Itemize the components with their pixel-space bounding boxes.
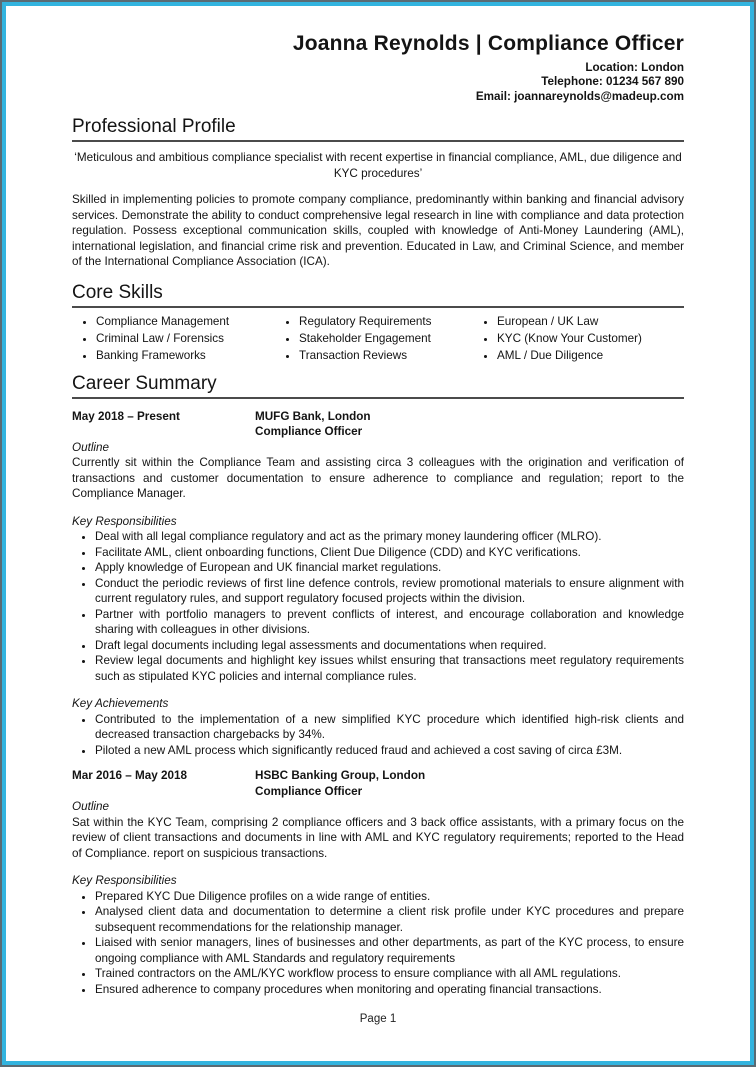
job-dates: Mar 2016 – May 2018 (72, 769, 188, 783)
section-title-core-skills: Core Skills (72, 282, 684, 308)
responsibility-item: • Facilitate AML, client onboarding functions, Client Due Diligence (CDD) and KYC verifications. (95, 545, 684, 561)
responsibility-item: • Conduct the periodic reviews of first line defence controls, review promotional materials to ensure alignment with current regulatory rules, and support regulatory focused projects within the division. (95, 576, 684, 607)
contact-telephone: Telephone: 01234 567 890 (541, 75, 684, 89)
profile-quote: ‘Meticulous and ambitious compliance specialist with recent expertise in financial compliance, AML, due diligence and KYC procedures’ (74, 151, 682, 180)
section-title-career-summary: Career Summary (72, 373, 684, 399)
job-outline: Currently sit within the Compliance Team and assisting circa 3 colleagues with the origination and verification of transactions and customer documentation to ensure adherence to compliance and regulation; report to the Compliance Manager. (72, 456, 684, 501)
responsibilities-label: Key Responsibilities (72, 514, 177, 528)
responsibility-item: • Prepared KYC Due Diligence profiles on a wide range of entities. (95, 889, 684, 905)
achievement-item: • Contributed to the implementation of a new simplified KYC procedure which identified high-risk clients and decreased transaction chargebacks by 34%. (95, 712, 684, 743)
skill-item: • Criminal Law / Forensics (96, 330, 275, 347)
responsibility-item: • Review legal documents and highlight key issues whilst ensuring that transactions meet regulatory requirements such as stipulated KYC policies and internal compliance rules. (95, 653, 684, 684)
job-dates: May 2018 – Present (72, 409, 180, 423)
skill-item: • Compliance Management (96, 313, 275, 330)
achievements-label: Key Achievements (72, 697, 169, 711)
skill-item: • Transaction Reviews (299, 347, 473, 364)
skill-item: • AML / Due Diligence (497, 347, 684, 364)
responsibility-item: • Partner with portfolio managers to prevent conflicts of interest, and encourage collaboration and knowledge sharing with colleagues in other divisions. (95, 607, 684, 638)
job-title: Compliance Officer (255, 784, 363, 798)
responsibility-item: • Draft legal documents including legal assessments and documentations when required. (95, 638, 684, 654)
responsibility-item: • Ensured adherence to company procedures when monitoring and operating financial transactions. (95, 982, 684, 998)
outline-label: Outline (72, 800, 110, 814)
skill-item: • Banking Frameworks (96, 347, 275, 364)
responsibility-item: • Analysed client data and documentation to determine a client risk profile under KYC procedures and prepare subsequent recommendations for the relationship manager. (95, 904, 684, 935)
job-company: MUFG Bank, London (255, 409, 371, 423)
section-title-professional-profile: Professional Profile (72, 116, 684, 142)
skill-item: • Stakeholder Engagement (299, 330, 473, 347)
page-number: Page 1 (359, 1013, 397, 1025)
job-title: Compliance Officer (255, 425, 363, 439)
responsibilities-list (72, 529, 684, 684)
job-header (72, 409, 684, 440)
job-company-block (255, 768, 684, 799)
contact-email: Email: joannareynolds@madeup.com (475, 89, 684, 103)
achievements-list (72, 712, 684, 759)
job-company-block (255, 409, 684, 440)
outline-label: Outline (72, 440, 110, 454)
skill-item: • Regulatory Requirements (299, 313, 473, 330)
responsibilities-label: Key Responsibilities (72, 874, 177, 888)
skills-column-2 (275, 313, 473, 364)
contact-location: Location: London (585, 61, 684, 74)
profile-body: Skilled in implementing policies to promote company compliance, predominantly within banking and financial advisory services. Demonstrate the ability to conduct comprehensive legal research in line with compliance and data protection regulation. Possess exceptional communication skills, coupled with knowledge of Anti-Money Laundering (AML), international legislation, and financial crime risk and prevention. Educated in Law, and Criminal Science, and member of the International Compliance Association (ICA). (72, 193, 684, 269)
skills-column-3 (473, 313, 684, 364)
job-header (72, 768, 684, 799)
page-title: Joanna Reynolds | Compliance Officer (292, 32, 684, 55)
skill-item: • KYC (Know Your Customer) (497, 330, 684, 347)
skills-grid (72, 313, 684, 364)
skills-column-1 (72, 313, 275, 364)
contact-block (72, 61, 684, 104)
job-company: HSBC Banking Group, London (255, 769, 426, 783)
responsibility-item: • Apply knowledge of European and UK financial market regulations. (95, 560, 684, 576)
cv-page (2, 2, 754, 1065)
job-entry-hsbc (72, 768, 684, 997)
responsibilities-list (72, 889, 684, 998)
achievement-item: • Piloted a new AML process which significantly reduced fraud and achieved a cost saving of circa £3M. (95, 743, 684, 759)
responsibility-item: • Liaised with senior managers, lines of businesses and other departments, as part of the KYC process, to ensure ongoing compliance with AML Standards and regulatory requirements (95, 935, 684, 966)
responsibility-item: • Trained contractors on the AML/KYC workflow process to ensure compliance with all AML regulations. (95, 966, 684, 982)
job-outline: Sat within the KYC Team, comprising 2 compliance officers and 3 back office assistants, with a primary focus on the review of client transactions and documents in line with AML and KYC regulatory requirements; reported to the Head of Compliance. report on suspicious transactions. (72, 815, 684, 860)
cv-header (72, 31, 684, 104)
job-entry-mufg (72, 409, 684, 759)
skill-item: • European / UK Law (497, 313, 684, 330)
responsibility-item: • Deal with all legal compliance regulatory and act as the primary money laundering officer (MLRO). (95, 529, 684, 545)
